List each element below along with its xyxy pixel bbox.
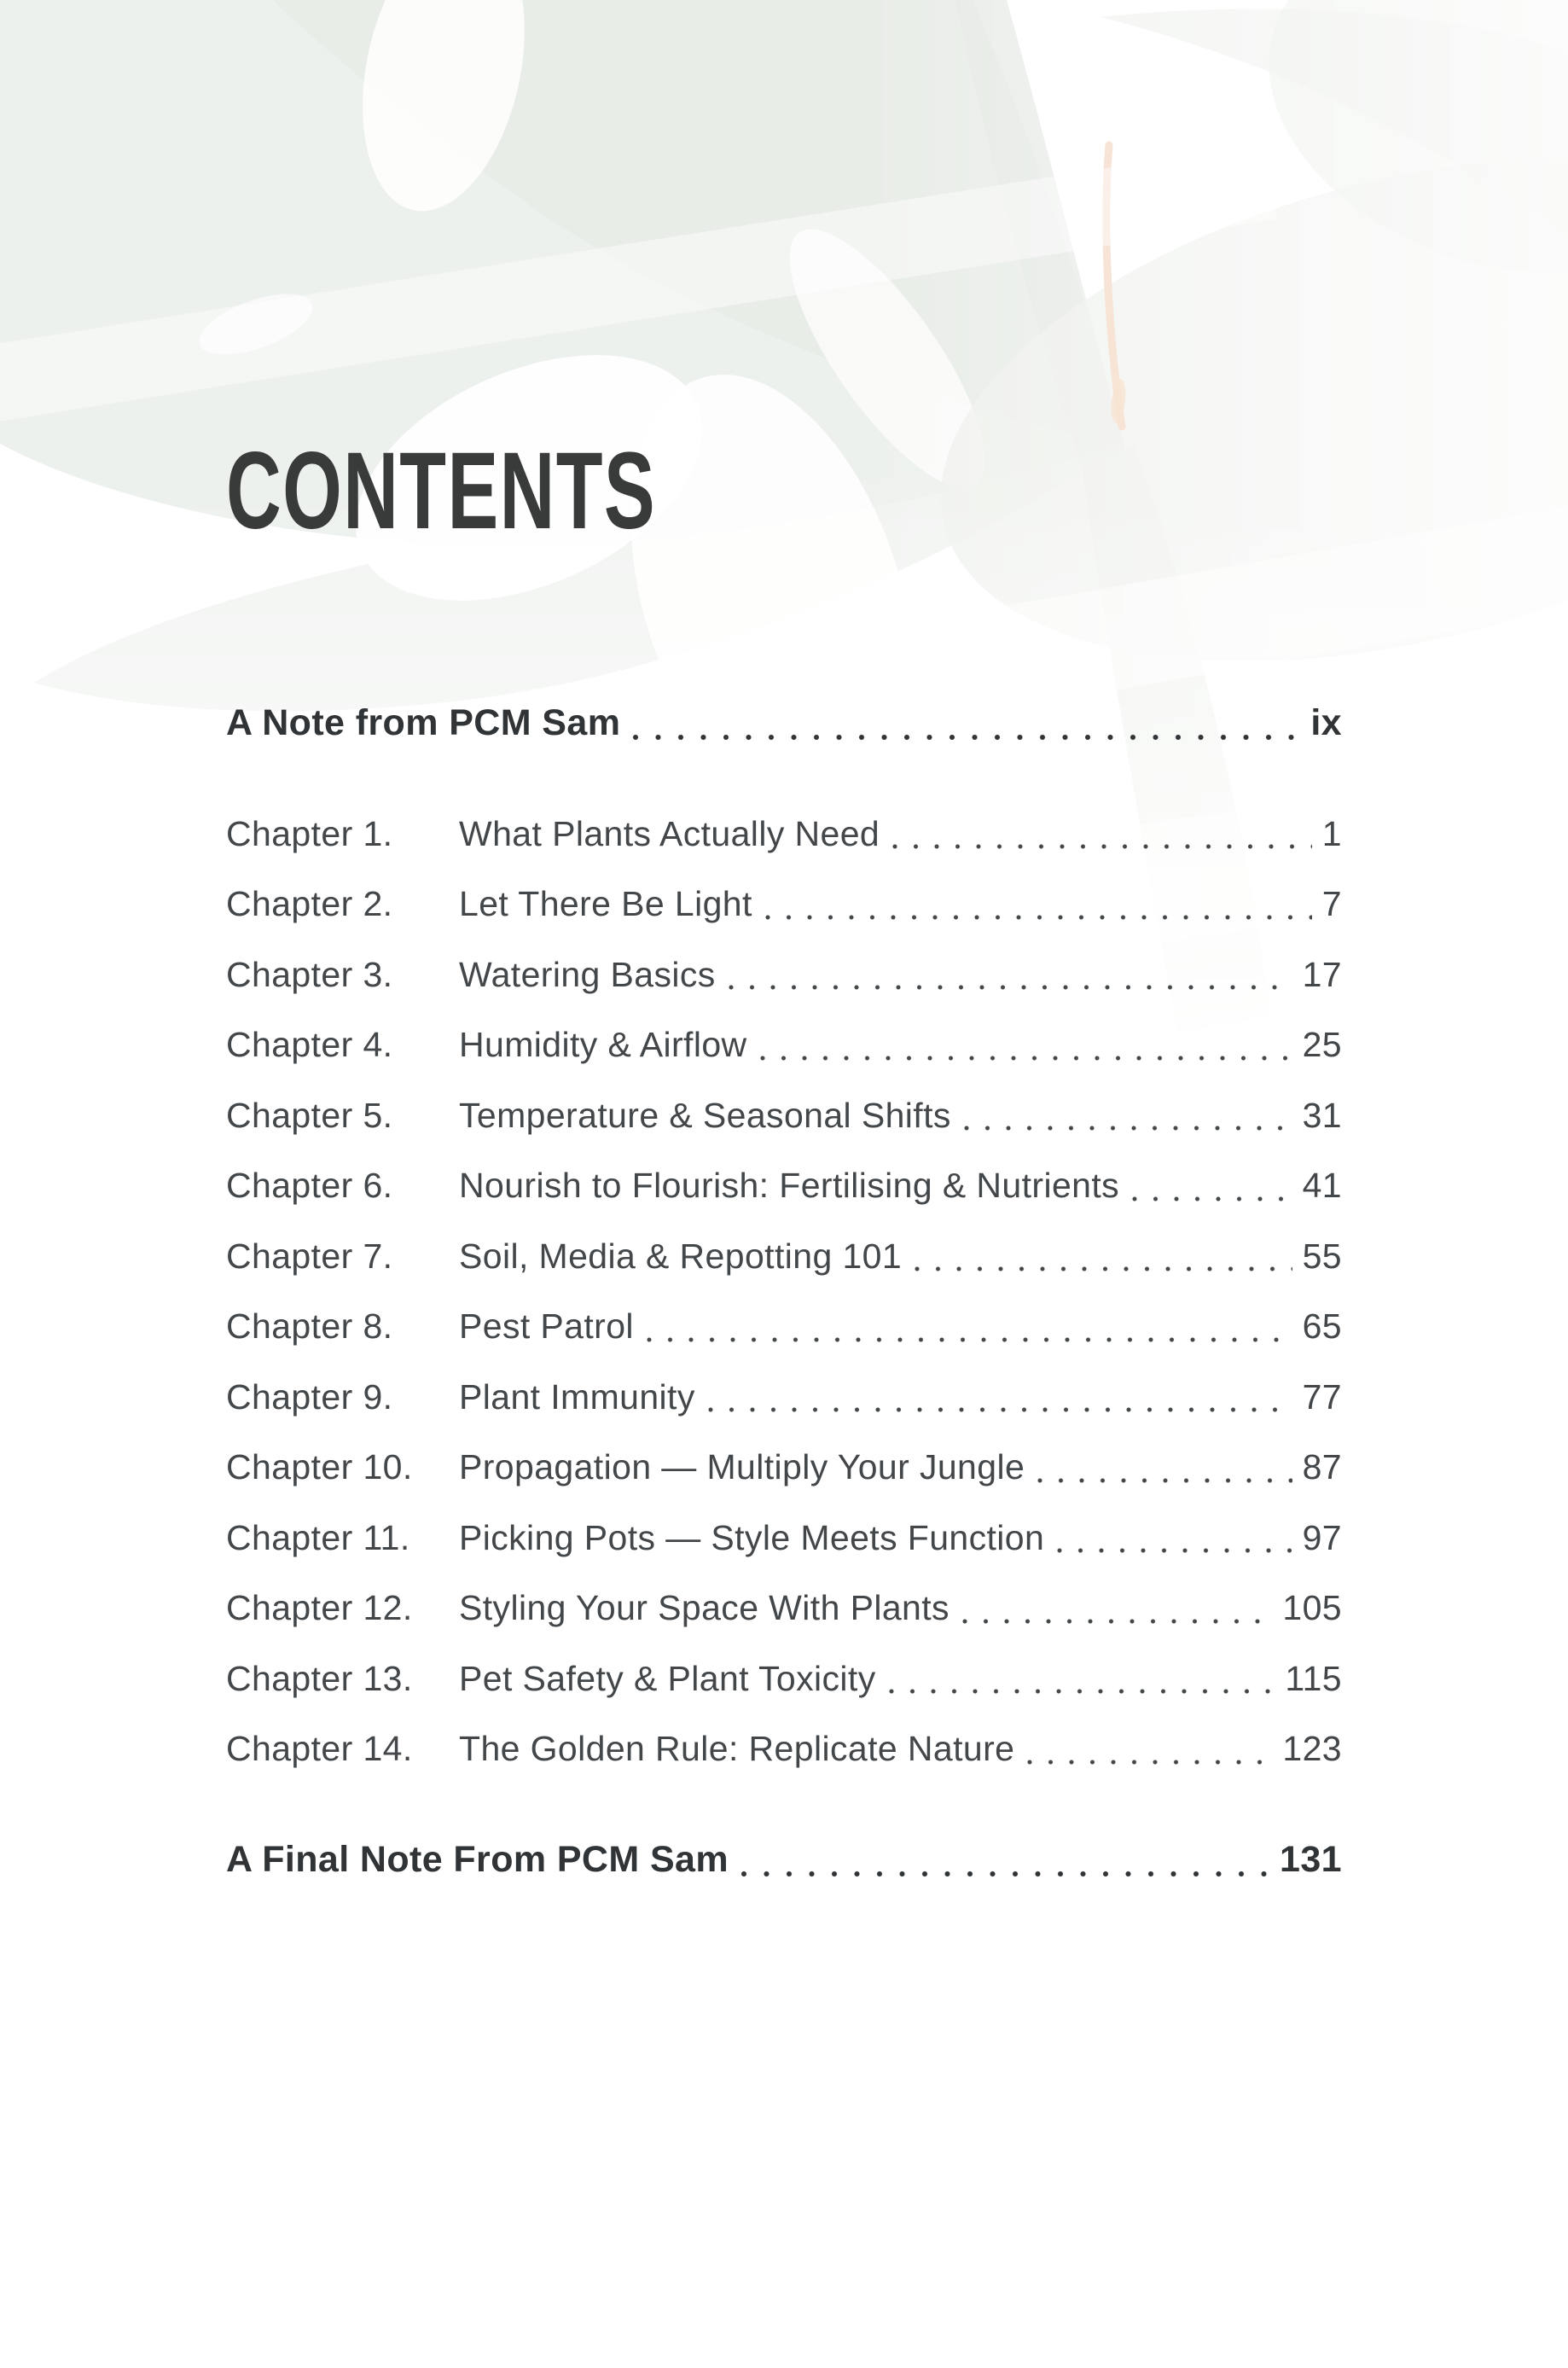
dot-leader (1026, 1759, 1272, 1766)
back-matter-page-number: 131 (1280, 1839, 1342, 1880)
chapter-label: Chapter 8. (226, 1306, 393, 1347)
chapter-entry (226, 1292, 1342, 1363)
page-title: CONTENTS (226, 430, 656, 552)
chapter-entry (226, 799, 1342, 870)
chapter-page-number: 87 (1302, 1447, 1342, 1487)
front-matter-entry (226, 687, 1342, 759)
chapter-title: Propagation — Multiply Your Jungle (459, 1447, 1025, 1487)
back-matter-label: A Final Note From PCM Sam (226, 1839, 729, 1880)
dot-leader (646, 1336, 1292, 1343)
chapter-title: Let There Be Light (459, 884, 752, 924)
dot-leader (759, 1055, 1292, 1062)
chapter-title: Nourish to Flourish: Fertilising & Nutrients (459, 1166, 1120, 1206)
chapter-entry (226, 1362, 1342, 1433)
chapter-entry (226, 1010, 1342, 1081)
chapter-entry (226, 1503, 1342, 1574)
chapter-title: Plant Immunity (459, 1376, 695, 1417)
chapter-page-number: 25 (1302, 1025, 1342, 1065)
chapter-page-number: 115 (1285, 1658, 1342, 1698)
dot-leader (914, 1265, 1292, 1272)
back-matter-entry (226, 1824, 1342, 1896)
chapter-label: Chapter 13. (226, 1658, 413, 1698)
chapter-entry (226, 1433, 1342, 1504)
chapter-entry (226, 1080, 1342, 1151)
chapter-page-number: 55 (1302, 1236, 1342, 1276)
chapter-list (226, 799, 1342, 1784)
chapter-title: Pet Safety & Plant Toxicity (459, 1658, 876, 1698)
chapter-label: Chapter 9. (226, 1376, 393, 1417)
chapter-label: Chapter 5. (226, 1095, 393, 1135)
chapter-title: Temperature & Seasonal Shifts (459, 1095, 951, 1135)
section-gap (226, 1784, 1342, 1824)
chapter-label: Chapter 7. (226, 1236, 393, 1276)
chapter-title: Watering Basics (459, 954, 716, 994)
toc-list (226, 687, 1342, 1896)
chapter-label: Chapter 1. (226, 813, 393, 853)
dot-leader (1037, 1477, 1292, 1484)
chapter-page-number: 97 (1302, 1517, 1342, 1557)
chapter-label: Chapter 11. (226, 1517, 410, 1557)
chapter-page-number: 123 (1282, 1729, 1342, 1769)
dot-leader (764, 914, 1312, 921)
chapter-entry (226, 870, 1342, 940)
chapter-entry (226, 1151, 1342, 1222)
chapter-entry (226, 1644, 1342, 1714)
chapter-page-number: 41 (1302, 1166, 1342, 1206)
chapter-page-number: 65 (1302, 1306, 1342, 1347)
chapter-entry (226, 1574, 1342, 1644)
chapter-page-number: 105 (1282, 1588, 1342, 1628)
dot-leader (961, 1618, 1272, 1625)
chapter-entry (226, 1221, 1342, 1292)
chapter-page-number: 1 (1321, 813, 1342, 853)
front-matter-page-number: ix (1310, 702, 1342, 743)
dot-leader (1056, 1547, 1292, 1554)
dot-leader (963, 1125, 1292, 1132)
dot-leader (740, 1871, 1269, 1877)
front-matter-label: A Note from PCM Sam (226, 702, 621, 743)
dot-leader (632, 734, 1300, 741)
section-gap (226, 759, 1342, 799)
chapter-page-number: 7 (1321, 884, 1342, 924)
chapter-entry (226, 1714, 1342, 1785)
chapter-title: Soil, Media & Repotting 101 (459, 1236, 903, 1276)
chapter-entry (226, 940, 1342, 1010)
dot-leader (888, 1688, 1275, 1695)
dot-leader (707, 1406, 1292, 1413)
chapter-title: Styling Your Space With Plants (459, 1588, 950, 1628)
chapter-title: Pest Patrol (459, 1306, 634, 1347)
chapter-label: Chapter 4. (226, 1025, 393, 1065)
dot-leader (1131, 1196, 1292, 1202)
chapter-page-number: 77 (1302, 1376, 1342, 1417)
chapter-label: Chapter 2. (226, 884, 393, 924)
chapter-page-number: 17 (1302, 954, 1342, 994)
toc-content (226, 0, 1342, 2368)
chapter-label: Chapter 12. (226, 1588, 413, 1628)
chapter-label: Chapter 10. (226, 1447, 413, 1487)
dot-leader (891, 843, 1312, 850)
chapter-title: The Golden Rule: Replicate Nature (459, 1729, 1015, 1769)
chapter-label: Chapter 14. (226, 1729, 413, 1769)
dot-leader (728, 984, 1292, 991)
chapter-title: Picking Pots — Style Meets Function (459, 1517, 1045, 1557)
chapter-page-number: 31 (1302, 1095, 1342, 1135)
chapter-label: Chapter 3. (226, 954, 393, 994)
chapter-title: What Plants Actually Need (459, 813, 880, 853)
chapter-label: Chapter 6. (226, 1166, 393, 1206)
chapter-title: Humidity & Airflow (459, 1025, 747, 1065)
